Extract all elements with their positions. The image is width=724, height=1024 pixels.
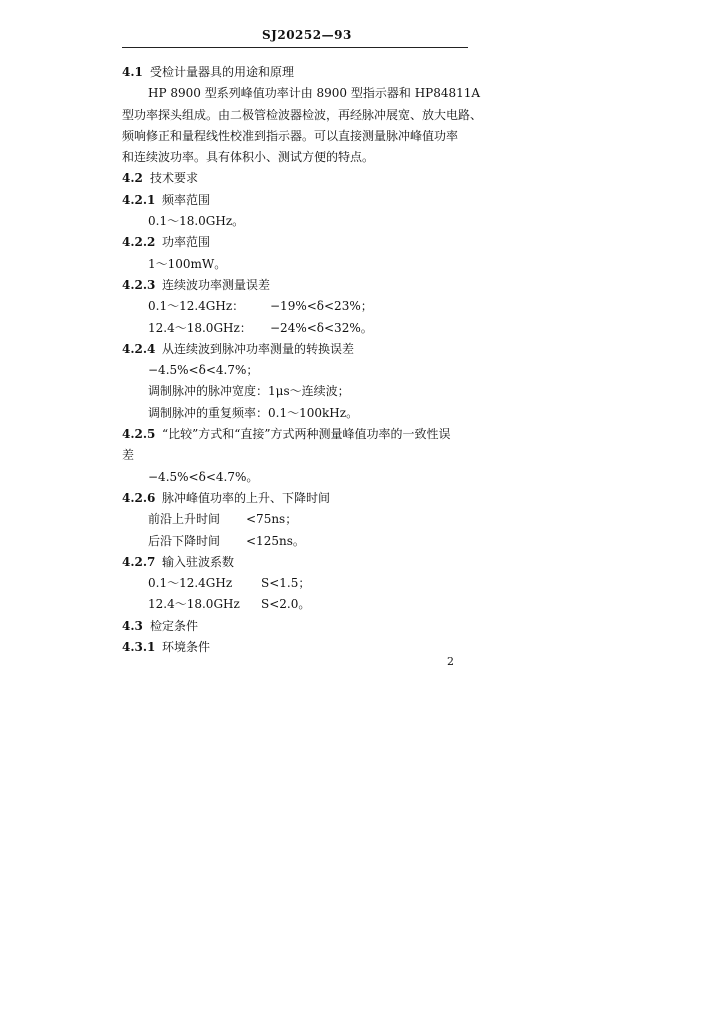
spec-range: 0.1～12.4GHz bbox=[148, 576, 233, 591]
spec-value: −24%<δ<32%。 bbox=[270, 320, 373, 335]
section-4-1-heading bbox=[122, 62, 482, 83]
section-4-2-heading bbox=[122, 168, 482, 189]
spec-value: <125ns。 bbox=[246, 533, 305, 548]
standard-code-header: SJ20252—93 bbox=[262, 28, 352, 42]
section-title: 从连续波到脉冲功率测量的转换误差 bbox=[162, 341, 355, 356]
section-4-2-3-heading bbox=[122, 275, 482, 296]
section-4-2-7-heading bbox=[122, 552, 482, 573]
section-4-3-heading bbox=[122, 616, 482, 637]
section-number: 4.2.4 bbox=[122, 341, 156, 356]
section-number: 4.2.3 bbox=[122, 277, 156, 292]
section-number: 4.1 bbox=[122, 65, 143, 79]
frequency-range-value: 0.1～18.0GHz。 bbox=[148, 214, 245, 229]
section-4-2-2-heading bbox=[122, 232, 482, 253]
spec-row bbox=[122, 318, 482, 339]
section-title-continuation: 差 bbox=[122, 448, 135, 463]
spec-row bbox=[122, 594, 482, 615]
section-title: 功率范围 bbox=[162, 235, 211, 250]
spec-value: −19%<δ<23%； bbox=[270, 299, 373, 314]
spec-row bbox=[122, 531, 482, 552]
section-number: 4.2.1 bbox=[122, 192, 156, 207]
section-number: 4.2.5 bbox=[122, 427, 156, 442]
spec-label: 调制脉冲的重复频率： bbox=[148, 405, 269, 420]
spec-row bbox=[122, 381, 482, 402]
section-title: 受检计量器具的用途和原理 bbox=[150, 65, 295, 79]
section-4-3-1-heading bbox=[122, 637, 482, 658]
spec-row bbox=[122, 509, 482, 530]
spec-value: S<1.5； bbox=[261, 576, 311, 591]
header-rule bbox=[122, 47, 468, 48]
spec-range: 12.4～18.0GHz bbox=[148, 597, 240, 612]
spec-row bbox=[122, 573, 482, 594]
section-4-2-1-heading bbox=[122, 190, 482, 211]
section-number: 4.2 bbox=[122, 171, 143, 186]
spec-label: 后沿下降时间 bbox=[148, 533, 221, 548]
spec-range: 0.1～12.4GHz： bbox=[148, 299, 245, 314]
section-number: 4.3 bbox=[122, 618, 143, 633]
conversion-error-value: −4.5%<δ<4.7%； bbox=[148, 363, 259, 378]
spec-row bbox=[122, 296, 482, 317]
section-title: 检定条件 bbox=[150, 618, 199, 633]
spec-label: 前沿上升时间 bbox=[148, 512, 221, 527]
section-number: 4.2.2 bbox=[122, 235, 156, 250]
spec-range: 12.4～18.0GHz： bbox=[148, 320, 252, 335]
section-title: 输入驻波系数 bbox=[162, 554, 235, 569]
section-title: 脉冲峰值功率的上升、下降时间 bbox=[162, 490, 331, 505]
section-title: 频率范围 bbox=[162, 192, 211, 207]
spec-label: 调制脉冲的脉冲宽度： bbox=[148, 384, 269, 399]
spec-value: S<2.0。 bbox=[261, 597, 311, 612]
section-title: 连续波功率测量误差 bbox=[162, 277, 271, 292]
section-number: 4.2.7 bbox=[122, 554, 156, 569]
spec-value: 1μs～连续波； bbox=[268, 384, 350, 399]
section-4-2-5-heading bbox=[122, 424, 482, 445]
paragraph-line: 型功率探头组成。由二极管检波器检波，再经脉冲展宽、放大电路、 bbox=[122, 107, 483, 122]
section-4-2-4-heading bbox=[122, 339, 482, 360]
consistency-error-value: −4.5%<δ<4.7%。 bbox=[148, 469, 259, 484]
document-body bbox=[122, 62, 482, 658]
section-number: 4.3.1 bbox=[122, 640, 156, 655]
paragraph-line: HP 8900 型系列峰值功率计由 8900 型指示器和 HP84811A bbox=[148, 86, 481, 101]
page-number: 2 bbox=[447, 655, 454, 668]
section-title: 技术要求 bbox=[150, 171, 199, 186]
section-title: “比较”方式和“直接”方式两种测量峰值功率的一致性误 bbox=[162, 427, 451, 442]
section-number: 4.2.6 bbox=[122, 490, 156, 505]
paragraph-line: 频响修正和量程线性校准到指示器。可以直接测量脉冲峰值功率 bbox=[122, 128, 459, 143]
paragraph-line: 和连续波功率。具有体积小、测试方便的特点。 bbox=[122, 150, 375, 165]
power-range-value: 1～100mW。 bbox=[148, 256, 227, 271]
section-title: 环境条件 bbox=[162, 640, 211, 655]
spec-value: 0.1～100kHz。 bbox=[268, 405, 359, 420]
section-4-2-6-heading bbox=[122, 488, 482, 509]
spec-value: <75ns； bbox=[246, 512, 298, 527]
spec-row bbox=[122, 403, 482, 424]
